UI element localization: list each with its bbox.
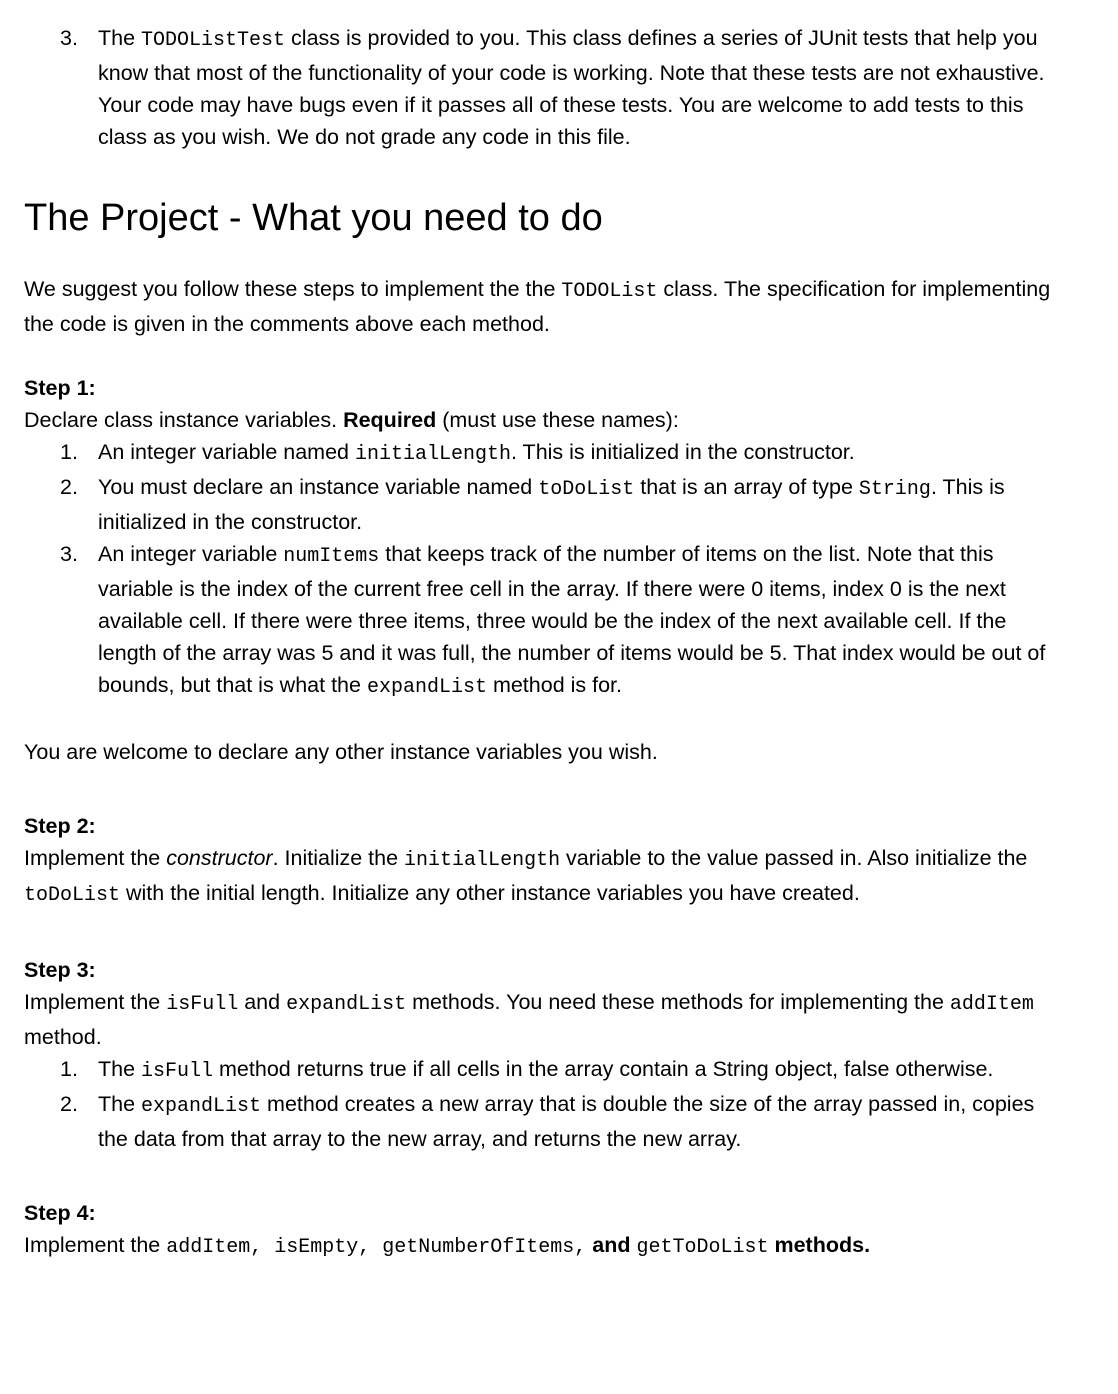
list-item-text: The expandList method creates a new array that is double the size of the array passed in, copies the data from that array to the new array, and returns the new array.	[98, 1092, 1035, 1151]
list-item-marker: 3.	[60, 26, 78, 50]
list-item	[24, 1088, 1058, 1155]
page-title: The Project - What you need to do	[24, 197, 603, 239]
list-item	[24, 538, 1058, 704]
step-4-body: Implement the addItem, isEmpty, getNumberOfItems, and getToDoList methods.	[24, 1233, 871, 1259]
list-item	[24, 1053, 1058, 1088]
step-3-lead: Implement the isFull and expandList methods. You need these methods for implementing the addItem method.	[24, 990, 1034, 1049]
spacer	[24, 153, 1058, 195]
spacer	[24, 340, 1058, 372]
step-3-list	[24, 1053, 1058, 1155]
list-item-marker: 2.	[60, 475, 78, 499]
list-item-marker: 1.	[60, 1057, 78, 1081]
step-1-closing: You are welcome to declare any other instance variables you wish.	[24, 740, 658, 764]
spacer	[24, 768, 1058, 810]
step-1-label: Step 1:	[24, 376, 96, 400]
list-item-marker: 2.	[60, 1092, 78, 1116]
step-2-label: Step 2:	[24, 814, 96, 838]
list-item-marker: 1.	[60, 440, 78, 464]
list-item-marker: 3.	[60, 542, 78, 566]
spacer	[24, 241, 1058, 273]
spacer	[24, 704, 1058, 736]
step-2-body: Implement the constructor. Initialize the initialLength variable to the value passed in. Also initialize the toDoList with the initial length. Initialize any other instance variables you have created.	[24, 846, 1028, 907]
list-item-text: An integer variable numItems that keeps track of the number of items on the list. Note that this variable is the index of the current free cell in the array. If there were 0 items, index 0 is the next available cell. If there were three items, three would be the index of the next available cell. If the length of the array was 5 and it was full, the number of items would be 5. That index would be out of bounds, but that is what the expandList method is for.	[98, 542, 1046, 699]
step-1-list	[24, 436, 1058, 704]
list-item-text: The TODOListTest class is provided to you. This class defines a series of JUnit tests that help you know that most of the functionality of your code is working. Note that these tests are not exhaustive. Your code may have bugs even if it passes all of these tests. You are welcome to add tests to this class as you wish. We do not grade any code in this file.	[98, 26, 1045, 149]
list-item	[24, 436, 1058, 471]
step-1-lead: Declare class instance variables. Required (must use these names):	[24, 408, 679, 432]
list-item-text: You must declare an instance variable named toDoList that is an array of type String. This is initialized in the constructor.	[98, 475, 1005, 534]
intro-paragraph: We suggest you follow these steps to implement the the TODOList class. The specification for implementing the code is given in the comments above each method.	[24, 277, 1051, 336]
step-3-label: Step 3:	[24, 958, 96, 982]
intro-numbered-list	[24, 22, 1058, 153]
list-item-text: The isFull method returns true if all cells in the array contain a String object, false otherwise.	[98, 1057, 994, 1083]
document-content	[24, 22, 1058, 1264]
list-item	[24, 22, 1058, 153]
list-item	[24, 471, 1058, 538]
step-4-label: Step 4:	[24, 1201, 96, 1225]
spacer	[24, 1155, 1058, 1197]
list-item-text: An integer variable named initialLength. This is initialized in the constructor.	[98, 440, 855, 466]
spacer	[24, 912, 1058, 954]
